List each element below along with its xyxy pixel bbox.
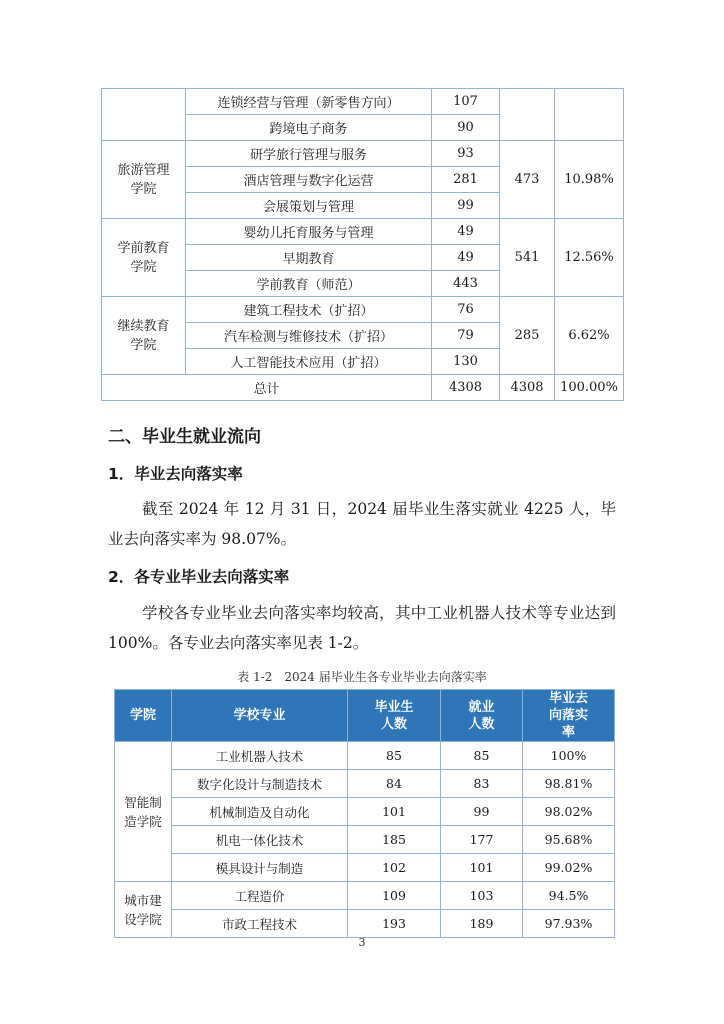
- count-cell: 90: [432, 115, 500, 141]
- major-cell: 机械制造及自动化: [172, 798, 348, 826]
- employed-cell: 101: [441, 854, 523, 882]
- total-row: [102, 375, 624, 401]
- college-total-cell: 541: [500, 219, 555, 297]
- count-cell: 99: [432, 193, 500, 219]
- major-cell: 建筑工程技术（扩招）: [186, 297, 432, 323]
- rate-cell: 98.02%: [523, 798, 615, 826]
- table-row: [115, 882, 615, 910]
- major-cell: 连锁经营与管理（新零售方向）: [186, 89, 432, 115]
- college-cell: 智能制造学院: [115, 742, 172, 882]
- table-caption: 表 1-2 2024 届毕业生各专业毕业去向落实率: [237, 670, 487, 684]
- graduates-cell: 102: [348, 854, 441, 882]
- count-cell: 443: [432, 271, 500, 297]
- major-cell: 跨境电子商务: [186, 115, 432, 141]
- table-row: [115, 910, 615, 938]
- employed-cell: 99: [441, 798, 523, 826]
- rate-cell: 100%: [523, 742, 615, 770]
- major-cell: 婴幼儿托育服务与管理: [186, 219, 432, 245]
- header-rate: 毕业去向落实率: [523, 690, 615, 742]
- major-cell: 工业机器人技术: [172, 742, 348, 770]
- major-cell: 人工智能技术应用（扩招）: [186, 349, 432, 375]
- college-total-cell: [500, 89, 555, 141]
- paragraph-employment-rate: 截至 2024 年 12 月 31 日，2024 届毕业生落实就业 4225 人，毕业去向落实率为 98.07%。: [108, 500, 616, 548]
- table-header-row: [115, 690, 615, 742]
- count-cell: 281: [432, 167, 500, 193]
- employed-cell: 189: [441, 910, 523, 938]
- rate-cell: 12.56%: [555, 219, 624, 297]
- graduates-cell: 84: [348, 770, 441, 798]
- college-cell: 继续教育学院: [102, 297, 186, 375]
- table-row: [115, 798, 615, 826]
- graduates-cell: 101: [348, 798, 441, 826]
- graduates-cell: 109: [348, 882, 441, 910]
- major-cell: 汽车检测与维修技术（扩招）: [186, 323, 432, 349]
- college-cell: 旅游管理学院: [102, 141, 186, 219]
- table-row: [115, 770, 615, 798]
- major-cell: 早期教育: [186, 245, 432, 271]
- count-cell: 76: [432, 297, 500, 323]
- rate-cell: 95.68%: [523, 826, 615, 854]
- graduates-cell: 85: [348, 742, 441, 770]
- count-cell: 130: [432, 349, 500, 375]
- rate-cell: [555, 89, 624, 141]
- count-cell: 107: [432, 89, 500, 115]
- subsection-heading-1: 1．毕业去向落实率: [108, 465, 243, 483]
- major-cell: 学前教育（师范）: [186, 271, 432, 297]
- major-cell: 会展策划与管理: [186, 193, 432, 219]
- table-row: [115, 742, 615, 770]
- header-major: 学校专业: [172, 690, 348, 742]
- header-college: 学院: [115, 690, 172, 742]
- count-cell: 79: [432, 323, 500, 349]
- subsection-heading-2: 2．各专业毕业去向落实率: [108, 568, 290, 586]
- rate-cell: 6.62%: [555, 297, 624, 375]
- header-graduates: 毕业生人数: [348, 690, 441, 742]
- table-row: [102, 89, 624, 115]
- major-cell: 工程造价: [172, 882, 348, 910]
- table-row: [102, 297, 624, 323]
- college-cell: [102, 89, 186, 141]
- college-cell: 学前教育学院: [102, 219, 186, 297]
- rate-cell: 98.81%: [523, 770, 615, 798]
- college-majors-table-continued: [101, 88, 624, 401]
- header-employed: 就业人数: [441, 690, 523, 742]
- graduates-cell: 185: [348, 826, 441, 854]
- table-row: [115, 826, 615, 854]
- count-cell: 49: [432, 245, 500, 271]
- count-cell: 93: [432, 141, 500, 167]
- section-heading: 二、毕业生就业流向: [108, 427, 261, 447]
- rate-cell: 97.93%: [523, 910, 615, 938]
- rate-cell: 99.02%: [523, 854, 615, 882]
- major-cell: 数字化设计与制造技术: [172, 770, 348, 798]
- major-employment-rate-table: [114, 689, 615, 938]
- total-count: 4308: [432, 375, 500, 401]
- total-label: 总计: [102, 375, 432, 401]
- employed-cell: 177: [441, 826, 523, 854]
- college-total-cell: 285: [500, 297, 555, 375]
- total-college-count: 4308: [500, 375, 555, 401]
- major-cell: 市政工程技术: [172, 910, 348, 938]
- count-cell: 49: [432, 219, 500, 245]
- major-cell: 模具设计与制造: [172, 854, 348, 882]
- graduates-cell: 193: [348, 910, 441, 938]
- rate-cell: 10.98%: [555, 141, 624, 219]
- major-cell: 酒店管理与数字化运营: [186, 167, 432, 193]
- page-number: 3: [358, 936, 366, 949]
- employed-cell: 85: [441, 742, 523, 770]
- employed-cell: 103: [441, 882, 523, 910]
- rate-cell: 94.5%: [523, 882, 615, 910]
- employed-cell: 83: [441, 770, 523, 798]
- total-rate: 100.00%: [555, 375, 624, 401]
- table-row: [102, 219, 624, 245]
- table-row: [102, 141, 624, 167]
- table-row: [115, 854, 615, 882]
- paragraph-major-rates: 学校各专业毕业去向落实率均较高，其中工业机器人技术等专业达到 100%。各专业去向落实率见表 1-2。: [108, 604, 616, 652]
- major-cell: 机电一体化技术: [172, 826, 348, 854]
- major-cell: 研学旅行管理与服务: [186, 141, 432, 167]
- college-total-cell: 473: [500, 141, 555, 219]
- college-cell: 城市建设学院: [115, 882, 172, 938]
